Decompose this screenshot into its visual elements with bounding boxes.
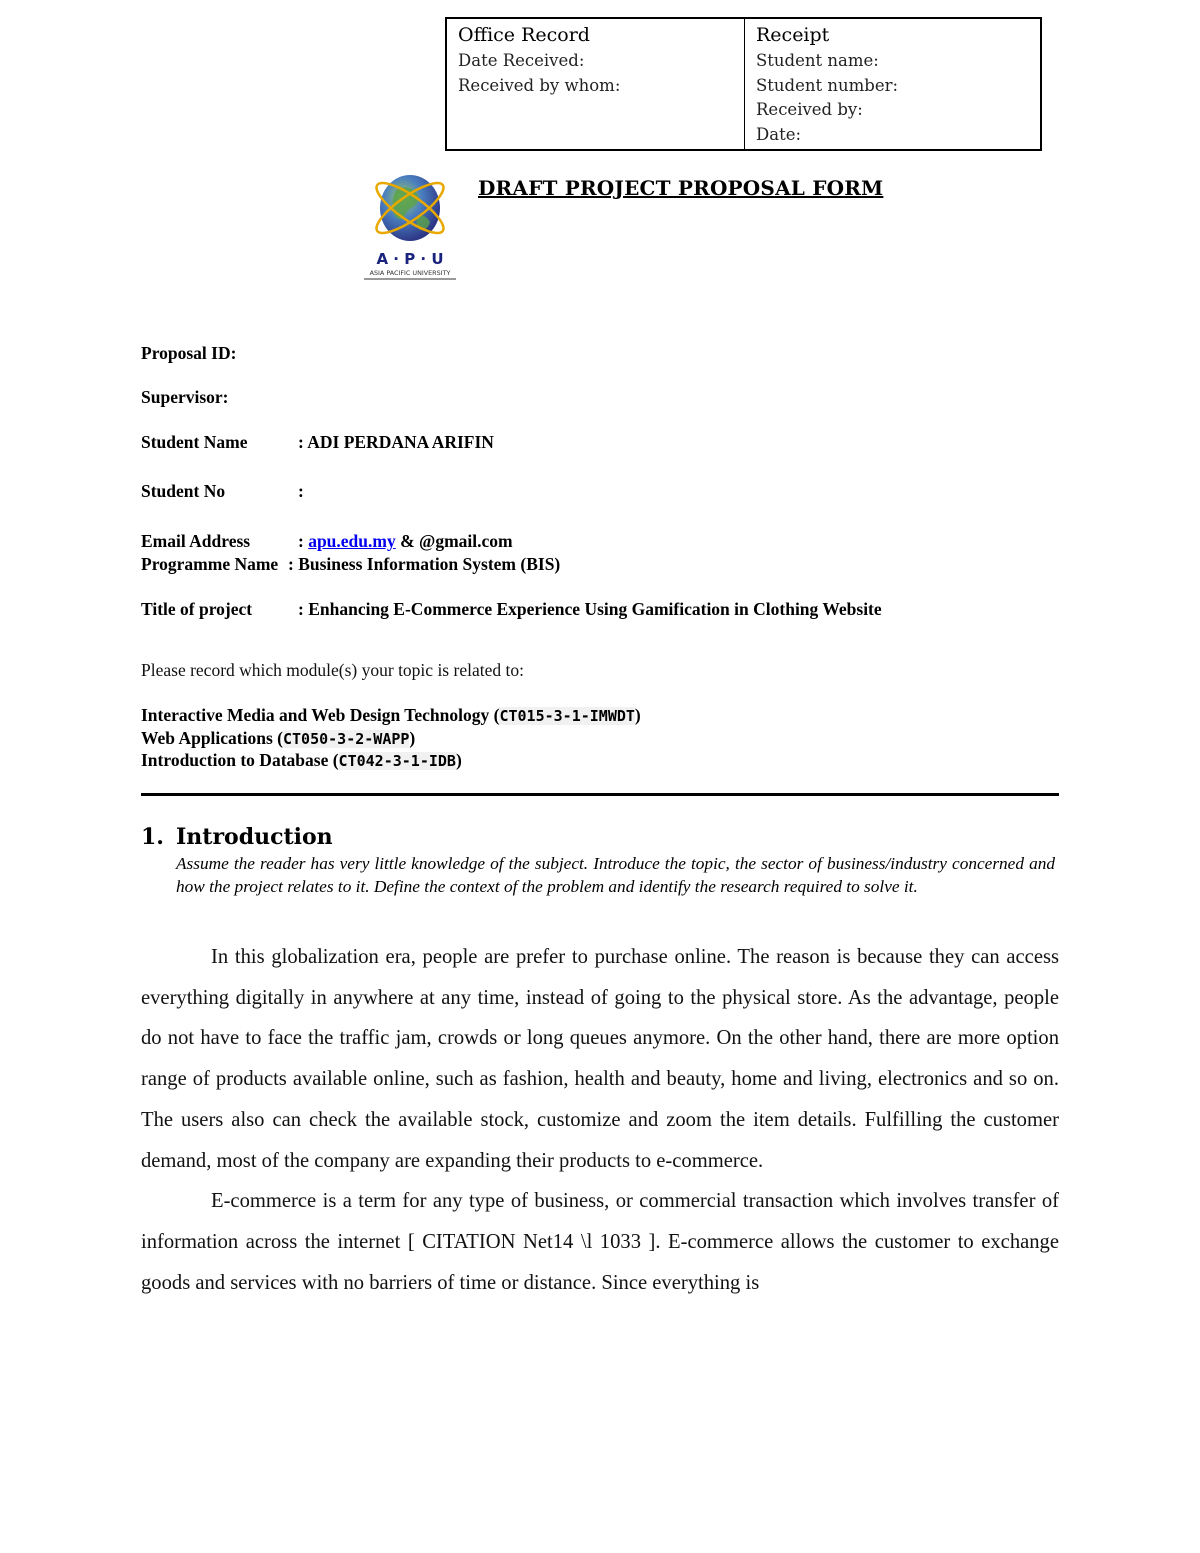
globe-icon [370, 175, 449, 241]
project-title-label: Title of project [141, 599, 253, 619]
logo-subtitle: ASIA PACIFIC UNIVERSITY [369, 269, 451, 277]
programme-value: : Business Information System (BIS) [288, 554, 561, 574]
receipt-title: Receipt [756, 24, 830, 46]
module-code: CT050-3-2-WAPP [282, 730, 410, 748]
receipt-cell [745, 18, 1042, 150]
apu-logo [358, 160, 462, 286]
paragraph: In this globalization era, people are prefer to purchase online. The reason is because they can access everything digitally in anywhere at any time, instead of going to the physical store. As the advantage, people do not have to face the traffic jam, crowds or long queues anymore. On the other hand, there are more option range of products available online, such as fashion, health and beauty, home and living, electronics and so on. The users also can check the available stock, customize and zoom the item details. Fulfilling the customer demand, most of the company are expanding their products to e-commerce. [141, 946, 1059, 1172]
module-code: CT015-3-1-IMWDT [499, 707, 635, 725]
email-label: Email Address [141, 531, 251, 551]
form-title: DRAFT PROJECT PROPOSAL FORM [478, 176, 884, 200]
student-name-receipt-label: Student name: [756, 51, 879, 70]
module-name: Web Applications [141, 728, 273, 748]
proposal-id-label: Proposal ID: [141, 343, 237, 363]
module-item: Web Applications (CT050-3-2-WAPP) [141, 728, 416, 748]
email-field [141, 531, 513, 552]
section-title: Introduction [176, 824, 333, 850]
section-heading [141, 824, 333, 850]
office-record-title: Office Record [458, 24, 590, 46]
student-name-label: Student Name [141, 432, 248, 452]
email-link[interactable]: apu.edu.my [308, 531, 396, 551]
logo-acronym: A · P · U [376, 250, 444, 268]
paragraph: E-commerce is a term for any type of business, or commercial transaction which involves transfer of information across the internet [ CITATION Net14 \l 1033 ]. E-commerce allows the customer to exchange goods and services with no barriers of time or distance. Since everything is [141, 1190, 1059, 1294]
body-text [141, 937, 1059, 1303]
student-name-field [141, 432, 494, 453]
email-value [298, 531, 513, 552]
student-no-value: : [298, 481, 304, 501]
project-title-field [141, 599, 882, 620]
module-prompt: Please record which module(s) your topic is related to: [141, 660, 524, 680]
office-record-cell [446, 18, 745, 150]
student-no-field [141, 481, 304, 502]
module-item: Introduction to Database (CT042-3-1-IDB) [141, 750, 462, 770]
section-instructions: Assume the reader has very little knowledge of the subject. Introduce the topic, the sector of business/industry concerned and how the project relates to it. Define the context of the problem and identify the research required to solve it. [176, 854, 1055, 896]
email-prefix: : [298, 531, 309, 551]
section-divider [141, 793, 1059, 796]
supervisor-label: Supervisor: [141, 387, 229, 407]
module-name: Introduction to Database [141, 750, 329, 770]
student-no-label: Student No [141, 481, 226, 501]
received-by-whom-label: Received by whom: [458, 75, 621, 95]
section-number: 1. [141, 824, 164, 850]
module-item: Interactive Media and Web Design Technology (CT015-3-1-IMWDT) [141, 705, 641, 725]
module-code: CT042-3-1-IDB [338, 752, 456, 770]
supervisor-field [141, 387, 229, 408]
date-received-label: Date Received: [458, 51, 585, 70]
proposal-id-field [141, 343, 236, 364]
module-name: Interactive Media and Web Design Technology [141, 705, 490, 725]
student-number-receipt-label: Student number: [756, 75, 899, 95]
email-suffix: & @gmail.com [395, 531, 513, 551]
office-record-table [445, 17, 1042, 151]
programme-field [141, 554, 561, 575]
date-label: Date: [756, 124, 802, 144]
received-by-label: Received by: [756, 100, 863, 120]
project-title-value: : Enhancing E-Commerce Experience Using Gamification in Clothing Website [298, 599, 882, 619]
programme-label: Programme Name [141, 554, 279, 574]
student-name-value: : ADI PERDANA ARIFIN [298, 432, 494, 452]
